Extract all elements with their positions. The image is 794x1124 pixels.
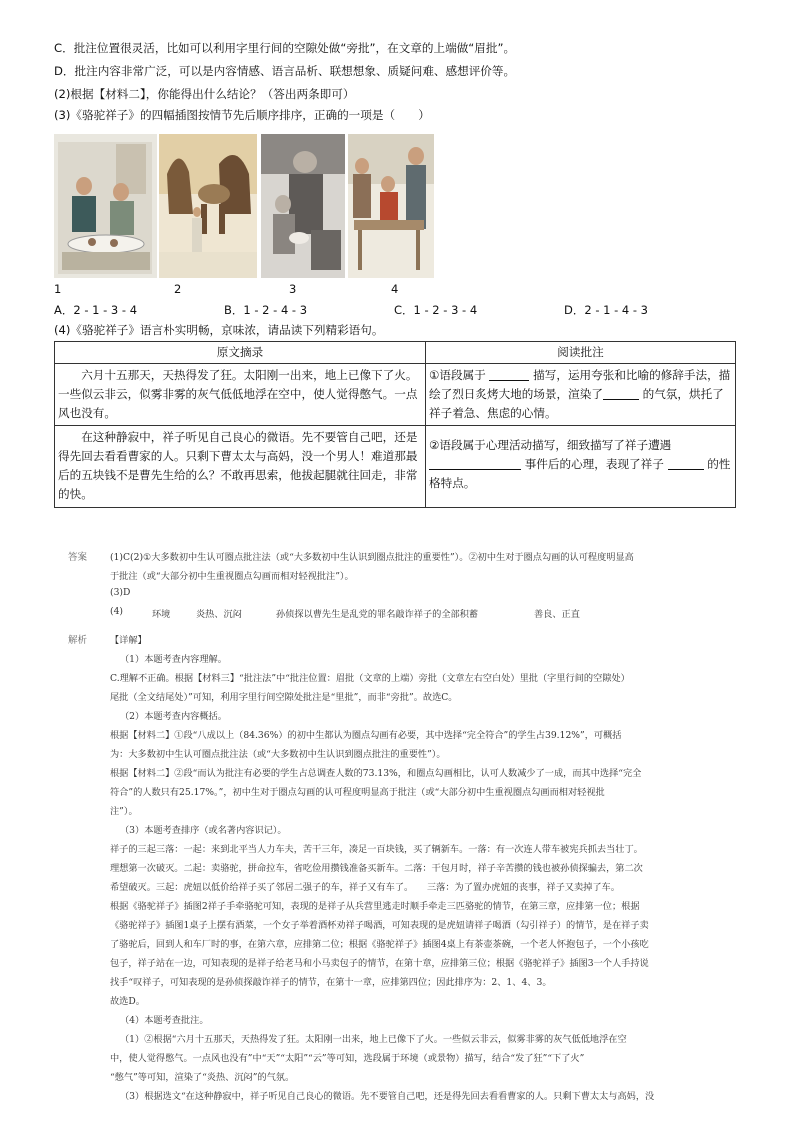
question-4: (4)《骆驼祥子》语言朴实明畅，京味浓，请品读下列精彩语句。 [54,323,384,337]
question-3: (3)《骆驼祥子》的四幅插图按情节先后顺序排序，正确的一项是（ ） [54,108,430,122]
illustration-3 [261,134,345,278]
blank-4[interactable] [668,456,704,470]
answer-blank-1: 环境 [152,609,171,620]
answer-blank-2: 炎热、沉闷 [196,609,242,620]
picture-number-2: 2 [174,282,182,296]
blank-3[interactable] [429,456,521,470]
analysis-line: 符合”的人数只有25.17%。”，初中生对于圈点勾画的认可程度明显高于批注（或“大部分初中生重视圈点勾画而相对轻视批 [110,787,605,798]
analysis-line: 理想第一次破灭。二起：卖骆驼，拼命拉车，省吃俭用攒钱准备买新车。二落：干包月时，祥子辛苦攒的钱也被孙侦探骗去，第二次 [110,863,643,874]
answer-blank-4: 善良、正直 [534,609,580,620]
analysis-line: C.理解不正确。根据【材料三】“批注法”中“批注位置：眉批（文章的上端）旁批（文章左右空白处）里批（字里行间的空隙处） [110,673,630,684]
analysis-line: 了骆驼后，回到人和车厂时的事，在第六章，应排第二位；根据《骆驼祥子》插图4桌上有茶壶茶碗，一个老人怀抱包子，一个小孩吃 [110,939,649,950]
analysis-line: 中，使人觉得憋气。一点风也没有”中“天”“太阳”“云”等可知，选段属于环境（或景物）描写，结合“发了狂”“下了火” [110,1053,585,1064]
choice-c: C．1 - 2 - 3 - 4 [394,303,478,317]
illustration-1 [54,134,157,278]
option-d-text: D．批注内容非常广泛，可以是内容情感、语言品析、联想想象、质疑问难、感想评价等。 [54,64,516,78]
question-2: (2)根据【材料二】，你能得出什么结论？（答出两条即可） [54,87,355,101]
analysis-line: （1）②根据“六月十五那天，天热得发了狂。太阳刚一出来，地上已像下了火。一些似云非云，似雾非雾的灰气低低地浮在空 [120,1034,627,1045]
analysis-line: 故选D。 [110,996,145,1007]
analysis-line: 《骆驼祥子》插图1桌子上摆有酒菜，一个女子举着酒杯劝祥子喝酒，可知表现的是虎妞请祥子喝酒（勾引祥子）的情节，是在祥子卖 [110,920,649,931]
analysis-line: 希望破灭。三起：虎妞以低价给祥子买了邻居二强子的车，祥子又有车了。 三落：为了置办虎妞的丧事，祥子又卖掉了车。 [110,882,620,893]
choice-d: D．2 - 1 - 4 - 3 [564,303,649,317]
answer-line-4-num: (4) [110,606,124,617]
analysis-line: 祥子的三起三落：一起：来到北平当人力车夫，苦干三年，凑足一百块钱，买了辆新车。一落：有一次连人带车被宪兵抓去当壮丁。 [110,844,643,855]
answer-line-1: (1)C(2)①大多数初中生认可圈点批注法（或“大多数初中生认识到圈点批注的重要性”）。②初中生对于圈点勾画的认可程度明显高 [110,552,634,563]
option-c-text: C．批注位置很灵活，比如可以利用字里行间的空隙处做“旁批”，在文章的上端做“眉批”。 [54,41,516,55]
analysis-line: （3）根据选文“在这种静寂中，祥子听见自己良心的微语。先不要管自己吧，还是得先回去看看曹家的人。只剩下曹太太与高妈，没 [120,1091,655,1102]
analysis-line: 根据【材料二】②段“而认为批注有必要的学生占总调查人数的73.13%，和圈点勾画相比，认可人数减少了一成，而其中选择“完全 [110,768,642,779]
illustration-4 [348,134,434,278]
picture-number-3: 3 [289,282,297,296]
analysis-line: （4）本题考查批注。 [120,1015,209,1026]
choice-a: A．2 - 1 - 3 - 4 [54,303,138,317]
analysis-label: 解析 [68,635,88,646]
analysis-line: 为：大多数初中生认可圈点批注法（或“大多数初中生认识到圈点批注的重要性”）。 [110,749,446,760]
analysis-line: 尾批（全文结尾处）”可知，利用字里行间空隙处批注是“里批”，而非“旁批”。故选C。 [110,692,458,703]
illustration-2 [159,134,257,278]
analysis-line: 注”）。 [110,806,138,817]
annotation-table [54,341,736,508]
header-original-text: 原文摘录 [55,342,426,364]
analysis-line: 包子，祥子站在一边，可知表现的是祥子给老马和小马卖包子的情节，在第十章，应排第三位；根据《骆驼祥子》插图3一个人手持说 [110,958,649,969]
analysis-line: （2）本题考查内容概括。 [120,711,227,722]
blank-1[interactable] [489,367,529,381]
table-row [55,364,736,426]
blank-2[interactable] [603,386,639,400]
answer-blank-3: 孙侦探以曹先生是乱党的罪名敲诈祥子的全部积蓄 [276,609,479,620]
note-2: ②语段属于心理活动描写，细致描写了祥子遭遇 事件后的心理，表现了祥子 的性格特点。 [426,426,736,508]
excerpt-2: 在这种静寂中，祥子听见自己良心的微语。先不要管自己吧，还是得先回去看看曹家的人。只剩下曹太太与高妈，没一个男人！难道那最后的五块钱不是曹先生给的么？不敢再思索，他拔起腿就往回走，非常的快。 [55,426,426,508]
answer-label: 答案 [68,552,88,563]
choice-b: B．1 - 2 - 4 - 3 [224,303,308,317]
analysis-line: （1）本题考查内容理解。 [120,654,227,665]
answer-line-3: (3)D [110,587,131,598]
analysis-line: 【详解】 [110,635,147,646]
picture-number-4: 4 [391,282,399,296]
table-header-row [55,342,736,364]
header-reading-notes: 阅读批注 [426,342,736,364]
analysis-line: 根据《骆驼祥子》插图2祥子手牵骆驼可知，表现的是祥子从兵营里逃走时顺手牵走三匹骆驼的情节，在第三章，应排第一位；根据 [110,901,640,912]
analysis-line: “憋气”等可知，渲染了“炎热、沉闷”的气氛。 [110,1072,295,1083]
table-row [55,426,736,508]
excerpt-1: 六月十五那天，天热得发了狂。太阳刚一出来，地上已像下了火。一些似云非云，似雾非雾的灰气低低地浮在空中，使人觉得憋气。一点风也没有。 [55,364,426,426]
picture-number-1: 1 [54,282,62,296]
answer-line-2: 于批注（或“大部分初中生重视圈点勾画而相对轻视批注”）。 [110,571,354,582]
analysis-line: 找手“叹祥子，可知表现的是孙侦探敲诈祥子的情节，在第十一章，应排第四位；因此排序为：2、1、4、3。 [110,977,552,988]
analysis-line: （3）本题考查排序（或名著内容识记）。 [120,825,287,836]
note-1: ①语段属于 描写，运用夸张和比喻的修辞手法，描绘了烈日炙烤大地的场景，渲染了 的气氛，烘托了祥子着急、焦虑的心情。 [426,364,736,426]
analysis-line: 根据【材料二】①段“八成以上（84.36%）的初中生都认为圈点勾画有必要，其中选择“完全符合”的学生占39.12%”，可概括 [110,730,622,741]
